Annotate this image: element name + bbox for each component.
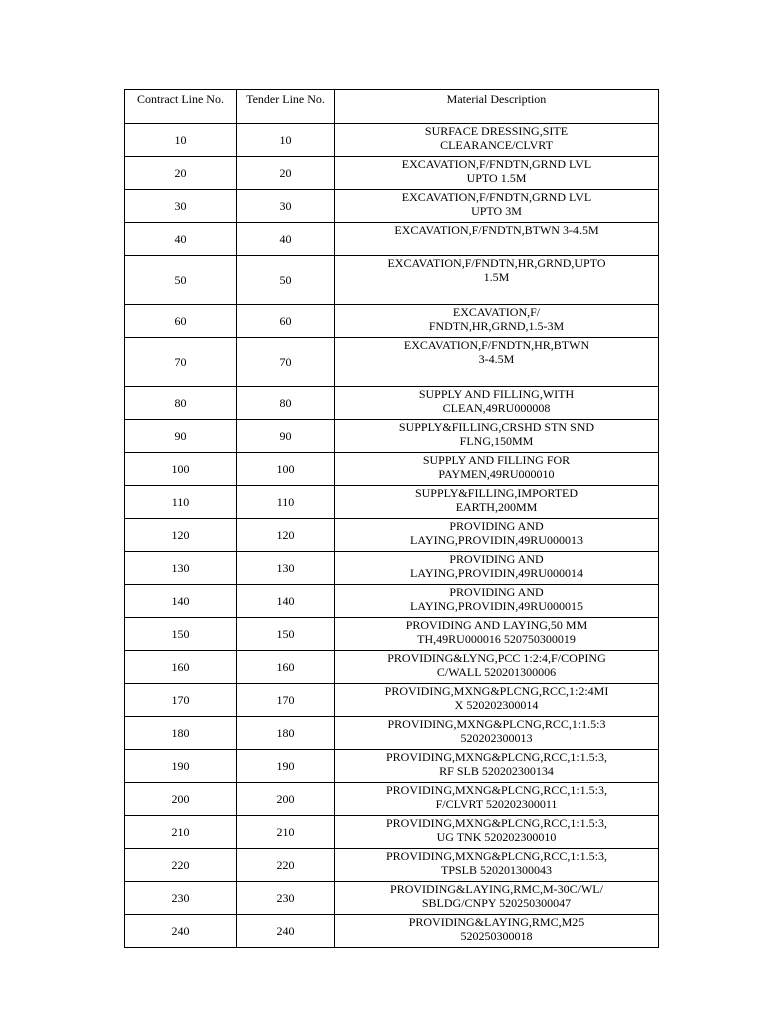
tender-line-cell: 10 [237,124,335,157]
table-row [125,157,659,190]
material-description-cell: PROVIDING,MXNG&PLCNG,RCC,1:1.5:3, RF SLB 520202300134 [335,750,659,783]
tender-line-cell: 240 [237,915,335,948]
table-row [125,190,659,223]
table-row [125,750,659,783]
material-description-cell: PROVIDING AND LAYING,50 MM TH,49RU000016 520750300019 [335,618,659,651]
material-description-cell: EXCAVATION,F/FNDTN,BTWN 3-4.5M [335,223,659,256]
contract-line-cell: 10 [125,124,237,157]
tender-line-cell: 220 [237,849,335,882]
material-description-cell: SUPPLY AND FILLING FOR PAYMEN,49RU000010 [335,453,659,486]
tender-line-cell: 160 [237,651,335,684]
table-body [125,124,659,948]
table-row [125,387,659,420]
table-row [125,618,659,651]
tender-line-cell: 170 [237,684,335,717]
header-contract-line: Contract Line No. [125,90,237,124]
tender-line-cell: 200 [237,783,335,816]
material-description-cell: PROVIDING AND LAYING,PROVIDIN,49RU000013 [335,519,659,552]
header-material-description: Material Description [335,90,659,124]
material-description-cell: EXCAVATION,F/FNDTN,GRND LVL UPTO 1.5M [335,157,659,190]
contract-line-cell: 80 [125,387,237,420]
table-row [125,420,659,453]
contract-line-cell: 140 [125,585,237,618]
tender-line-cell: 20 [237,157,335,190]
contract-line-cell: 120 [125,519,237,552]
contract-line-cell: 170 [125,684,237,717]
tender-line-cell: 210 [237,816,335,849]
contract-line-cell: 30 [125,190,237,223]
contract-line-cell: 240 [125,915,237,948]
header-tender-line: Tender Line No. [237,90,335,124]
material-table [124,89,659,948]
table-row [125,717,659,750]
table-row [125,519,659,552]
material-description-cell: EXCAVATION,F/FNDTN,GRND LVL UPTO 3M [335,190,659,223]
contract-line-cell: 180 [125,717,237,750]
table-row [125,256,659,305]
tender-line-cell: 110 [237,486,335,519]
tender-line-cell: 140 [237,585,335,618]
tender-line-cell: 60 [237,305,335,338]
tender-line-cell: 150 [237,618,335,651]
material-description-cell: PROVIDING AND LAYING,PROVIDIN,49RU000014 [335,552,659,585]
table-row [125,486,659,519]
material-description-cell: EXCAVATION,F/ FNDTN,HR,GRND,1.5-3M [335,305,659,338]
table-row [125,305,659,338]
table-row [125,783,659,816]
tender-line-cell: 130 [237,552,335,585]
contract-line-cell: 150 [125,618,237,651]
tender-line-cell: 40 [237,223,335,256]
contract-line-cell: 90 [125,420,237,453]
table-row [125,552,659,585]
material-description-cell: PROVIDING,MXNG&PLCNG,RCC,1:1.5:3, TPSLB 520201300043 [335,849,659,882]
contract-line-cell: 200 [125,783,237,816]
table-row [125,915,659,948]
contract-line-cell: 230 [125,882,237,915]
table-row [125,651,659,684]
table-row [125,223,659,256]
contract-line-cell: 40 [125,223,237,256]
tender-line-cell: 190 [237,750,335,783]
material-description-cell: PROVIDING&LAYING,RMC,M-30C/WL/ SBLDG/CNPY 520250300047 [335,882,659,915]
material-description-cell: PROVIDING&LAYING,RMC,M25 520250300018 [335,915,659,948]
table-header-row [125,90,659,124]
table-row [125,882,659,915]
material-description-cell: PROVIDING,MXNG&PLCNG,RCC,1:2:4MI X 520202300014 [335,684,659,717]
table-row [125,816,659,849]
tender-line-cell: 70 [237,338,335,387]
contract-line-cell: 130 [125,552,237,585]
contract-line-cell: 210 [125,816,237,849]
contract-line-cell: 50 [125,256,237,305]
contract-line-cell: 100 [125,453,237,486]
table-row [125,585,659,618]
tender-line-cell: 50 [237,256,335,305]
contract-line-cell: 60 [125,305,237,338]
contract-line-cell: 110 [125,486,237,519]
material-description-cell: PROVIDING,MXNG&PLCNG,RCC,1:1.5:3, F/CLVRT 520202300011 [335,783,659,816]
material-description-cell: PROVIDING,MXNG&PLCNG,RCC,1:1.5:3 520202300013 [335,717,659,750]
material-description-cell: PROVIDING AND LAYING,PROVIDIN,49RU000015 [335,585,659,618]
contract-line-cell: 70 [125,338,237,387]
material-description-cell: SUPPLY&FILLING,CRSHD STN SND FLNG,150MM [335,420,659,453]
material-description-cell: SURFACE DRESSING,SITE CLEARANCE/CLVRT [335,124,659,157]
material-description-cell: PROVIDING&LYNG,PCC 1:2:4,F/COPING C/WALL 520201300006 [335,651,659,684]
table-row [125,453,659,486]
tender-line-cell: 80 [237,387,335,420]
contract-line-cell: 220 [125,849,237,882]
material-description-cell: SUPPLY&FILLING,IMPORTED EARTH,200MM [335,486,659,519]
material-description-cell: SUPPLY AND FILLING,WITH CLEAN,49RU000008 [335,387,659,420]
contract-line-cell: 20 [125,157,237,190]
contract-line-cell: 160 [125,651,237,684]
tender-line-cell: 120 [237,519,335,552]
table-row [125,124,659,157]
table-row [125,338,659,387]
material-description-cell: PROVIDING,MXNG&PLCNG,RCC,1:1.5:3, UG TNK 520202300010 [335,816,659,849]
contract-line-cell: 190 [125,750,237,783]
tender-line-cell: 90 [237,420,335,453]
material-description-cell: EXCAVATION,F/FNDTN,HR,GRND,UPTO 1.5M [335,256,659,305]
tender-line-cell: 180 [237,717,335,750]
material-description-cell: EXCAVATION,F/FNDTN,HR,BTWN 3-4.5M [335,338,659,387]
tender-line-cell: 30 [237,190,335,223]
tender-line-cell: 230 [237,882,335,915]
table-row [125,684,659,717]
table-row [125,849,659,882]
tender-line-cell: 100 [237,453,335,486]
